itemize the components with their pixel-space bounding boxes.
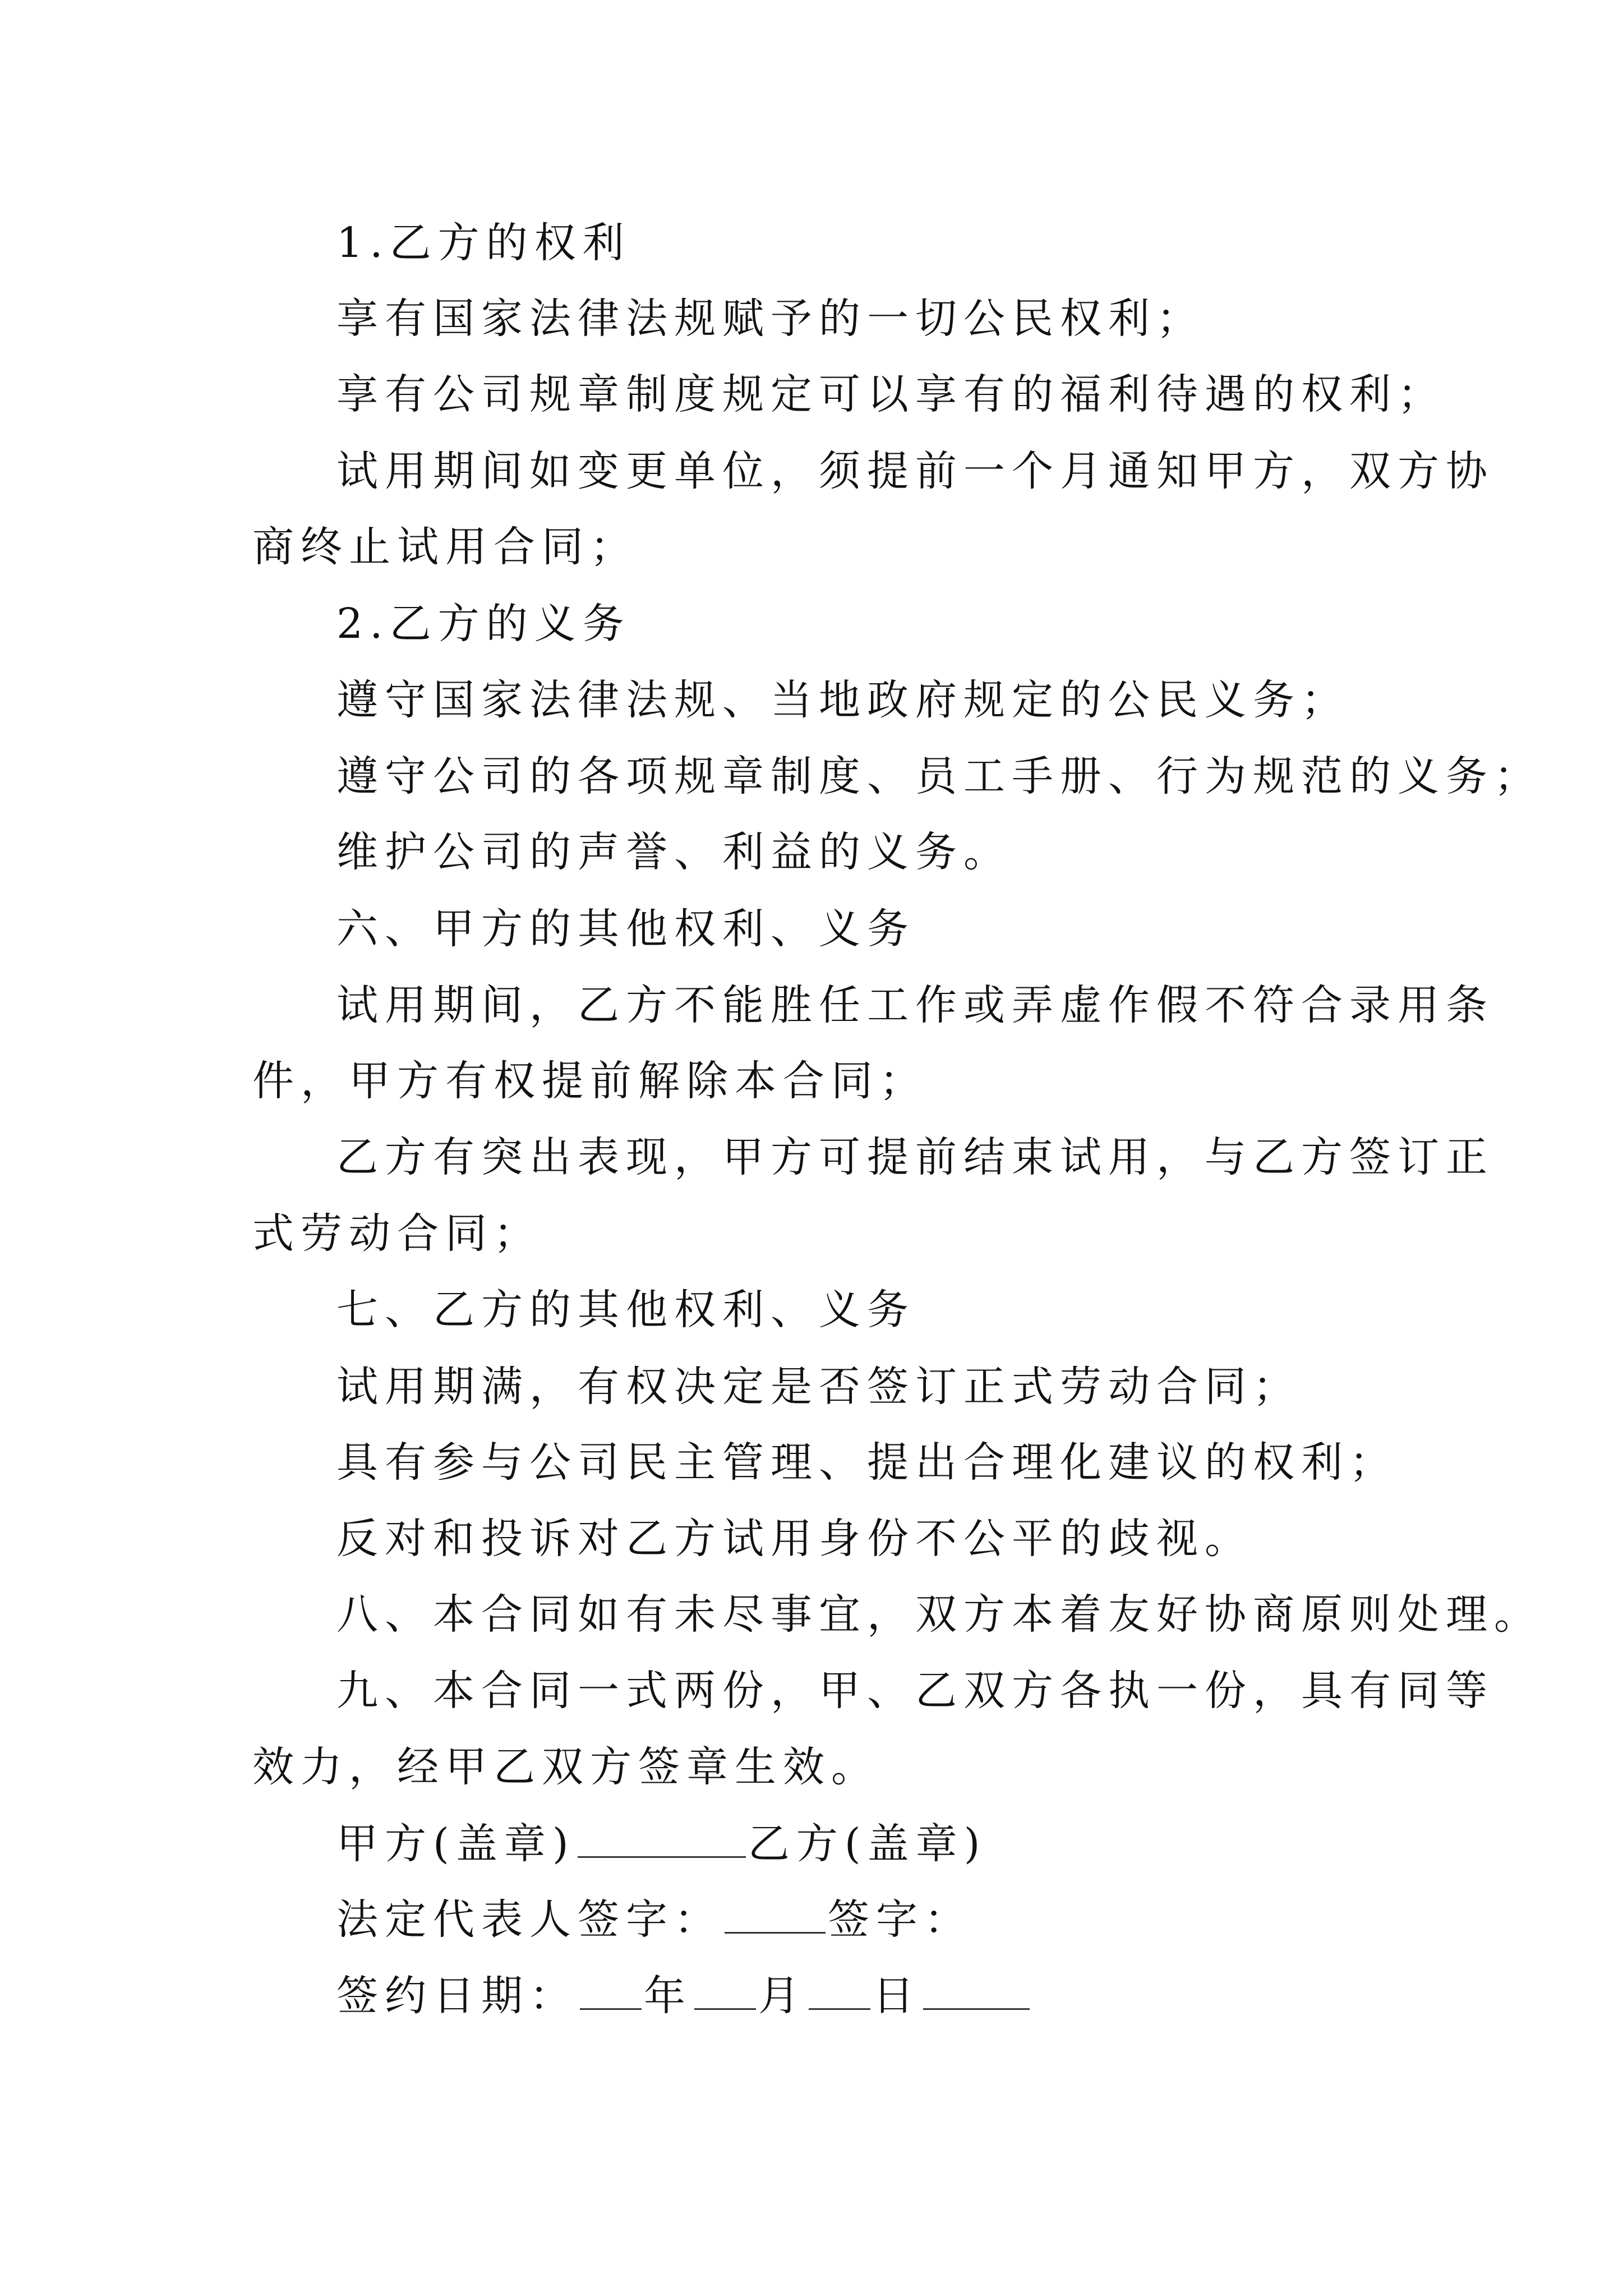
- section-heading: 1.乙方的权利: [336, 219, 631, 267]
- paragraph-line: 维护公司的声誉、利益的义务。: [336, 828, 1012, 876]
- paragraph-line: 遵守国家法律法规、当地政府规定的公民义务；: [336, 676, 1349, 724]
- paragraph-line: 试用期间如变更单位，须提前一个月通知甲方，双方协: [336, 447, 1494, 495]
- paragraph-line: 商终止试用合同；: [252, 523, 638, 571]
- paragraph-line: 享有国家法律法规赋予的一切公民权利；: [336, 295, 1205, 343]
- legal-rep-blank: [725, 1895, 826, 1934]
- party-blank: [578, 1819, 746, 1858]
- month-label: 月: [758, 1972, 806, 2020]
- paragraph-line: 八、本合同如有未尽事宜，双方本着友好协商原则处理。: [336, 1590, 1542, 1639]
- signature-rep-line: [336, 1893, 972, 1947]
- paragraph-line: 件，甲方有权提前解除本合同；: [252, 1057, 928, 1105]
- paragraph-line: 试用期满，有权决定是否签订正式劳动合同；: [336, 1363, 1301, 1411]
- day-label: 日: [873, 1972, 921, 2020]
- paragraph-line: 具有参与公司民主管理、提出合理化建议的权利；: [336, 1438, 1398, 1487]
- paragraph-line: 享有公司规章制度规定可以享有的福利待遇的权利；: [336, 370, 1446, 418]
- month-blank: [694, 1971, 756, 2010]
- party-a-label: 甲方(盖章): [336, 1820, 575, 1868]
- paragraph-line: 试用期间，乙方不能胜任工作或弄虚作假不符合录用条: [336, 981, 1494, 1029]
- year-label: 年: [644, 1972, 692, 2020]
- paragraph-line: 遵守公司的各项规章制度、员工手册、行为规范的义务；: [336, 752, 1542, 800]
- paragraph-line: 乙方有突出表现，甲方可提前结束试用，与乙方签订正: [336, 1133, 1494, 1181]
- paragraph-line: 式劳动合同；: [252, 1209, 542, 1258]
- paragraph-line: 效力，经甲乙双方签章生效。: [252, 1743, 879, 1791]
- section-heading: 六、甲方的其他权利、义务: [336, 905, 915, 953]
- section-heading: 2.乙方的义务: [336, 600, 631, 648]
- day-blank: [809, 1971, 870, 2010]
- sign-label: 签字：: [828, 1895, 972, 1944]
- date-label: 签约日期：: [336, 1972, 578, 2020]
- party-b-label: 乙方(盖章): [748, 1820, 987, 1868]
- signature-party-line: [336, 1817, 987, 1871]
- legal-rep-label: 法定代表人签字：: [336, 1895, 722, 1944]
- paragraph-line: 反对和投诉对乙方试用身份不公平的歧视。: [336, 1515, 1253, 1563]
- trailing-blank: [923, 1971, 1030, 2010]
- section-heading: 七、乙方的其他权利、义务: [336, 1286, 915, 1334]
- year-blank: [580, 1971, 642, 2010]
- paragraph-line: 九、本合同一式两份，甲、乙双方各执一份，具有同等: [336, 1667, 1494, 1715]
- signature-date-line: [336, 1969, 1032, 2023]
